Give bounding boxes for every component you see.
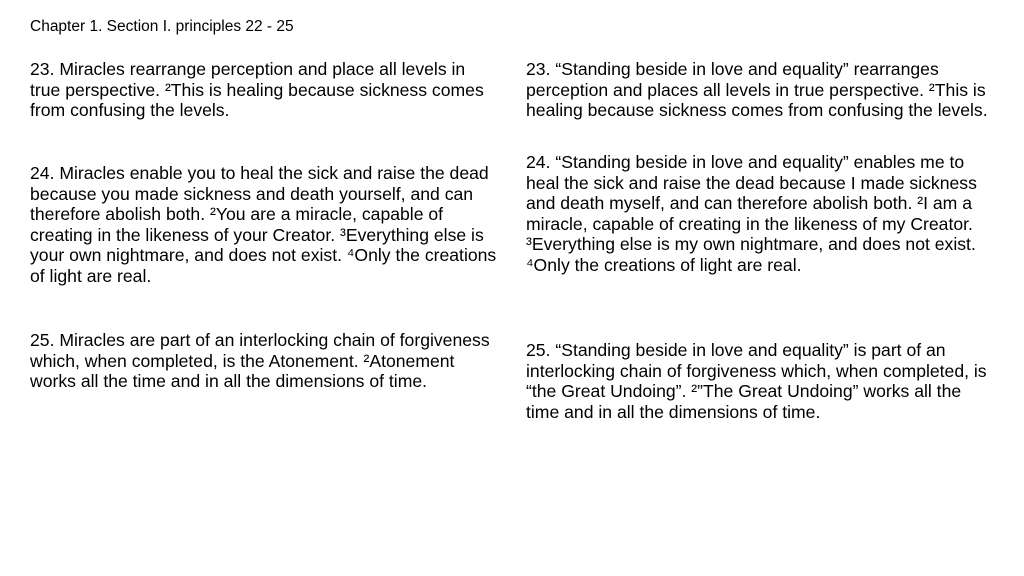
left-principle-25: 25. Miracles are part of an interlocking chain of forgiveness which, when completed, is the Atonement. ²Atonement works all the time and in all the dimensions of time. <box>30 330 490 392</box>
page-title: Chapter 1. Section I. principles 22 - 25 <box>30 18 294 35</box>
right-principle-25: 25. “Standing beside in love and equality” is part of an interlocking chain of forgiveness which, when completed, is “the Great Undoing”. ²”The Great Undoing” works all the time and in all the dimensions of time. <box>526 340 987 422</box>
left-principle-23: 23. Miracles rearrange perception and place all levels in true perspective. ²This is healing because sickness comes from confusing the levels. <box>30 59 484 121</box>
right-principle-23: 23. “Standing beside in love and equality” rearranges perception and places all levels in true perspective. ²This is healing because sickness comes from confusing the levels. <box>526 59 988 121</box>
right-principle-24: 24. “Standing beside in love and equality” enables me to heal the sick and raise the dead because I made sickness and death myself, and can therefore abolish both. ²I am a miracle, capable of creating in the likeness of my Creator. ³Everything else is my own nightmare, and does not exist. ⁴Only the creations of light are real. <box>526 152 977 275</box>
left-principle-24: 24. Miracles enable you to heal the sick and raise the dead because you made sickness and death yourself, and can therefore abolish both. ²You are a miracle, capable of creating in the likeness of your Creator. ³Everything else is your own nightmare, and does not exist. ⁴Only the creations of light are real. <box>30 163 497 286</box>
